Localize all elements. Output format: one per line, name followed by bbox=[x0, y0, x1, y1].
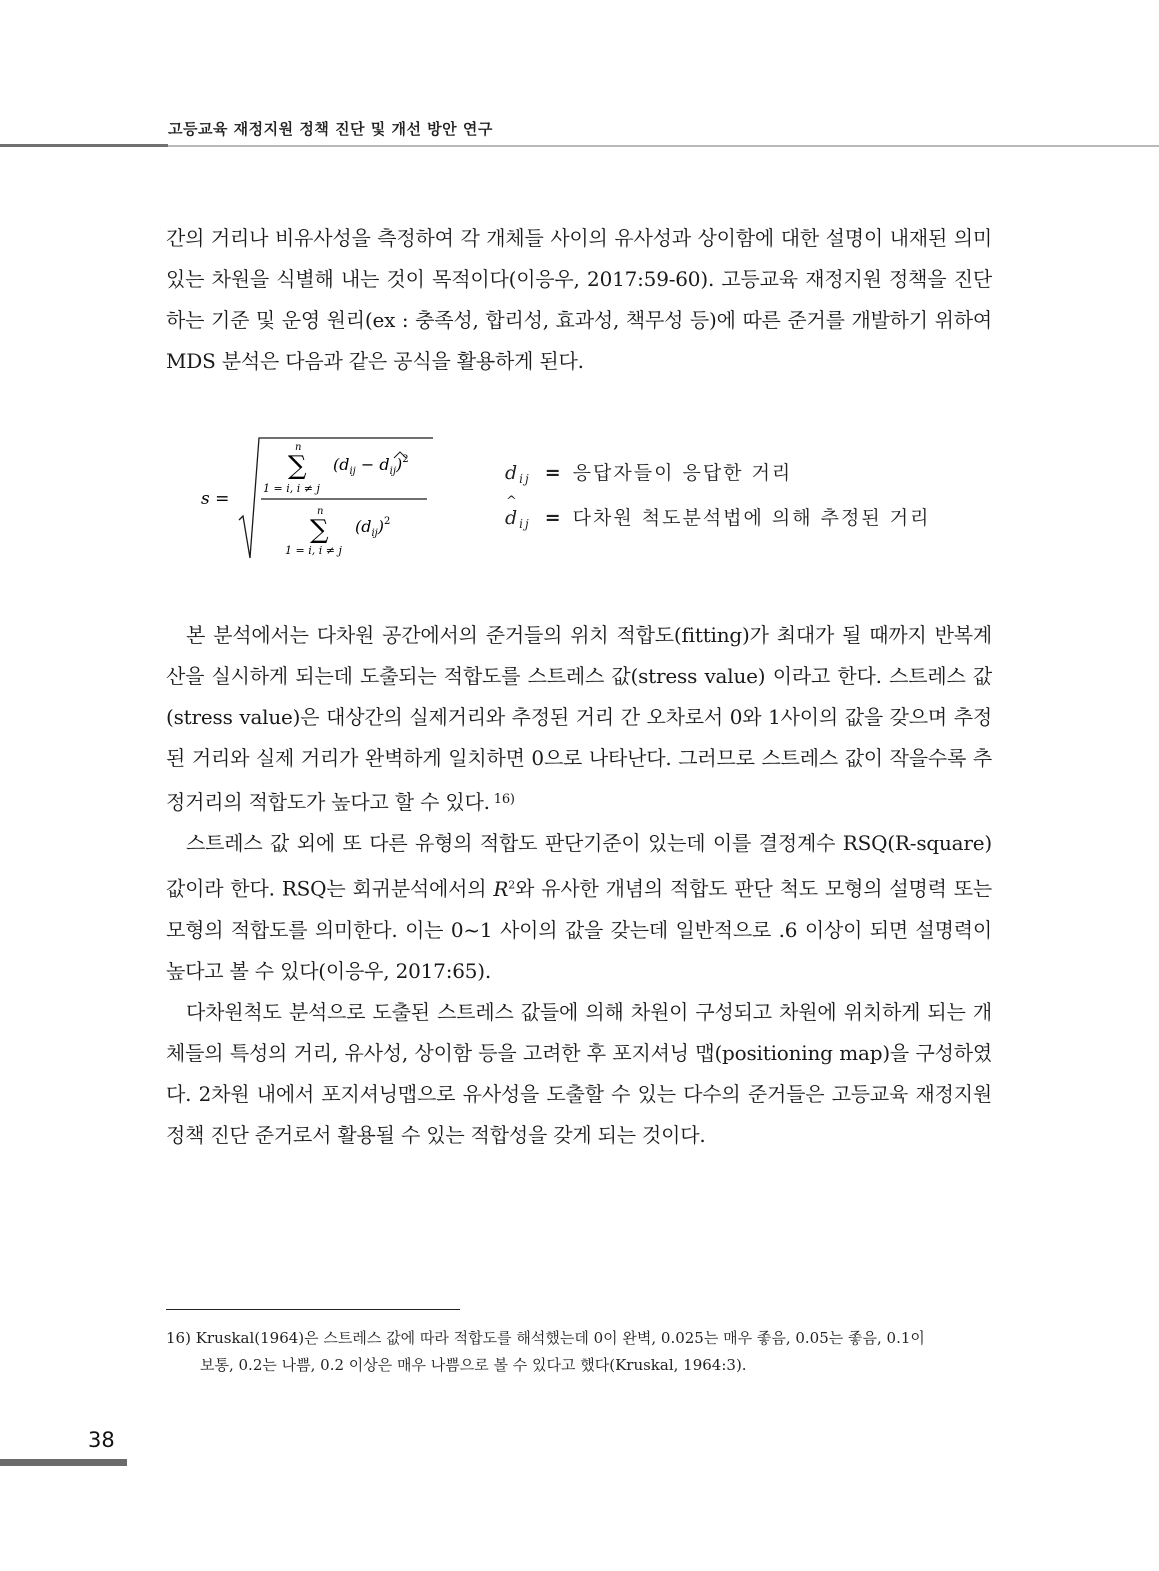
paragraph-positioning-map: 다차원척도 분석으로 도출된 스트레스 값들에 의해 차원이 구성되고 차원에 위치하게 되는 개체들의 특성의 거리, 유사성, 상이함 등을 고려한 후 포지셔닝 맵(positioning map)을 구성하였다. 2차원 내에서 포지셔닝맵으로 유사성을 도출할 수 있는 다수의 준거들은 고등교육 재정지원 정책 진단 준거로서 활용될 수 있는 적합성을 갖게 되는 것이다. bbox=[166, 999, 992, 1147]
denominator-upper-limit: n bbox=[317, 506, 324, 517]
paragraph-stress-text: 본 분석에서는 다차원 공간에서의 준거들의 위치 적합도(fitting)가 최대가 될 때까지 반복계산을 실시하게 되는데 도출되는 적합도를 스트레스 값(stress value) 이라고 한다. 스트레스 값(stress value)은 대상간의 실제거리와 추정된 거리 간 오차로서 0와 1사이의 값을 갖으며 추정된 거리와 실제 거리가 완벽하게 일치하면 0으로 나타난다. 그러므로 스트레스 값이 작을수록 추정거리의 적합도가 높다고 할 수 있다. bbox=[166, 623, 992, 814]
numerator-term: $(d_{ij} - d_{ij})^2$ bbox=[333, 454, 409, 477]
legend-subscript: ij bbox=[519, 517, 531, 531]
footnote-line-2: 보통, 0.2는 나쁨, 0.2 이상은 매우 나쁨으로 볼 수 있다고 했다(Kruskal, 1964:3). bbox=[200, 1356, 747, 1374]
footnote-rule bbox=[166, 1309, 460, 1310]
header-rule-accent bbox=[0, 144, 168, 147]
formula-legend-observed-distance bbox=[505, 458, 792, 486]
footnote-16 bbox=[166, 1325, 992, 1379]
header-rule bbox=[168, 145, 1159, 147]
denominator-term: $(d_{ij})^2$ bbox=[355, 516, 391, 539]
stress-formula-graphic bbox=[195, 430, 445, 570]
running-header: 고등교육 재정지원 정책 진단 및 개선 방안 연구 bbox=[168, 120, 493, 138]
legend-symbol: d bbox=[505, 462, 520, 484]
paragraph-stress-value bbox=[166, 615, 992, 823]
stress-formula bbox=[195, 430, 445, 570]
paragraph-rsq-text-2: 와 유사한 개념의 적합도 판단 척도 모형의 설명력 또는 모형의 적합도를 의미한다. 이는 0~1 사이의 값을 갖는데 일반적으로 .6 이상이 되면 설명력이 높다고 볼 수 있다(이응우, 2017:65). bbox=[166, 876, 993, 983]
legend-description: 다차원 척도분석법에 의해 추정된 거리 bbox=[572, 507, 931, 529]
denominator-sum-symbol: ∑ bbox=[310, 515, 329, 545]
r-squared-symbol: $R^2$ bbox=[493, 876, 516, 901]
legend-subscript: ij bbox=[519, 472, 531, 486]
numerator-lower-limit: 1 = i, i ≠ j bbox=[263, 482, 320, 495]
analysis-section bbox=[166, 615, 992, 1156]
footnote-line-1: 16) Kruskal(1964)은 스트레스 값에 따라 적합도를 해석했는데 0이 완벽, 0.025는 매우 좋음, 0.05는 좋음, 0.1이 bbox=[166, 1329, 925, 1347]
page-number-rule bbox=[0, 1459, 127, 1466]
legend-equals: = bbox=[544, 507, 563, 529]
formula-lhs: s = bbox=[201, 489, 230, 509]
legend-symbol-hat: ^ d bbox=[505, 507, 519, 529]
denominator-lower-limit: 1 = i, i ≠ j bbox=[285, 544, 342, 557]
numerator-sum-symbol: ∑ bbox=[288, 451, 307, 481]
paragraph-rsq bbox=[166, 823, 992, 992]
footnote-reference[interactable]: 16) bbox=[493, 792, 515, 807]
legend-equals: = bbox=[544, 462, 563, 484]
intro-paragraph: 간의 거리나 비유사성을 측정하여 각 개체들 사이의 유사성과 상이함에 대한 설명이 내재된 의미 있는 차원을 식별해 내는 것이 목적이다(이응우, 2017:59-60). 고등교육 재정지원 정책을 진단하는 기준 및 운영 원리(ex : 충족성, 합리성, 효과성, 책무성 등)에 따른 준거를 개발하기 위하여 MDS 분석은 다음과 같은 공식을 활용하게 된다. bbox=[166, 226, 992, 373]
page-number: 38 bbox=[88, 1428, 115, 1452]
paragraph-rsq-text-1: 스트레스 값 외에 또 다른 유형의 적합도 판단기준이 있는데 이를 결정계수 RSQ(R-square) 값이라 한다. RSQ는 회귀분석에서의 bbox=[166, 831, 992, 901]
legend-description: 응답자들이 응답한 거리 bbox=[572, 462, 793, 484]
numerator-upper-limit: n bbox=[295, 442, 302, 453]
formula-legend-estimated-distance bbox=[505, 503, 930, 531]
